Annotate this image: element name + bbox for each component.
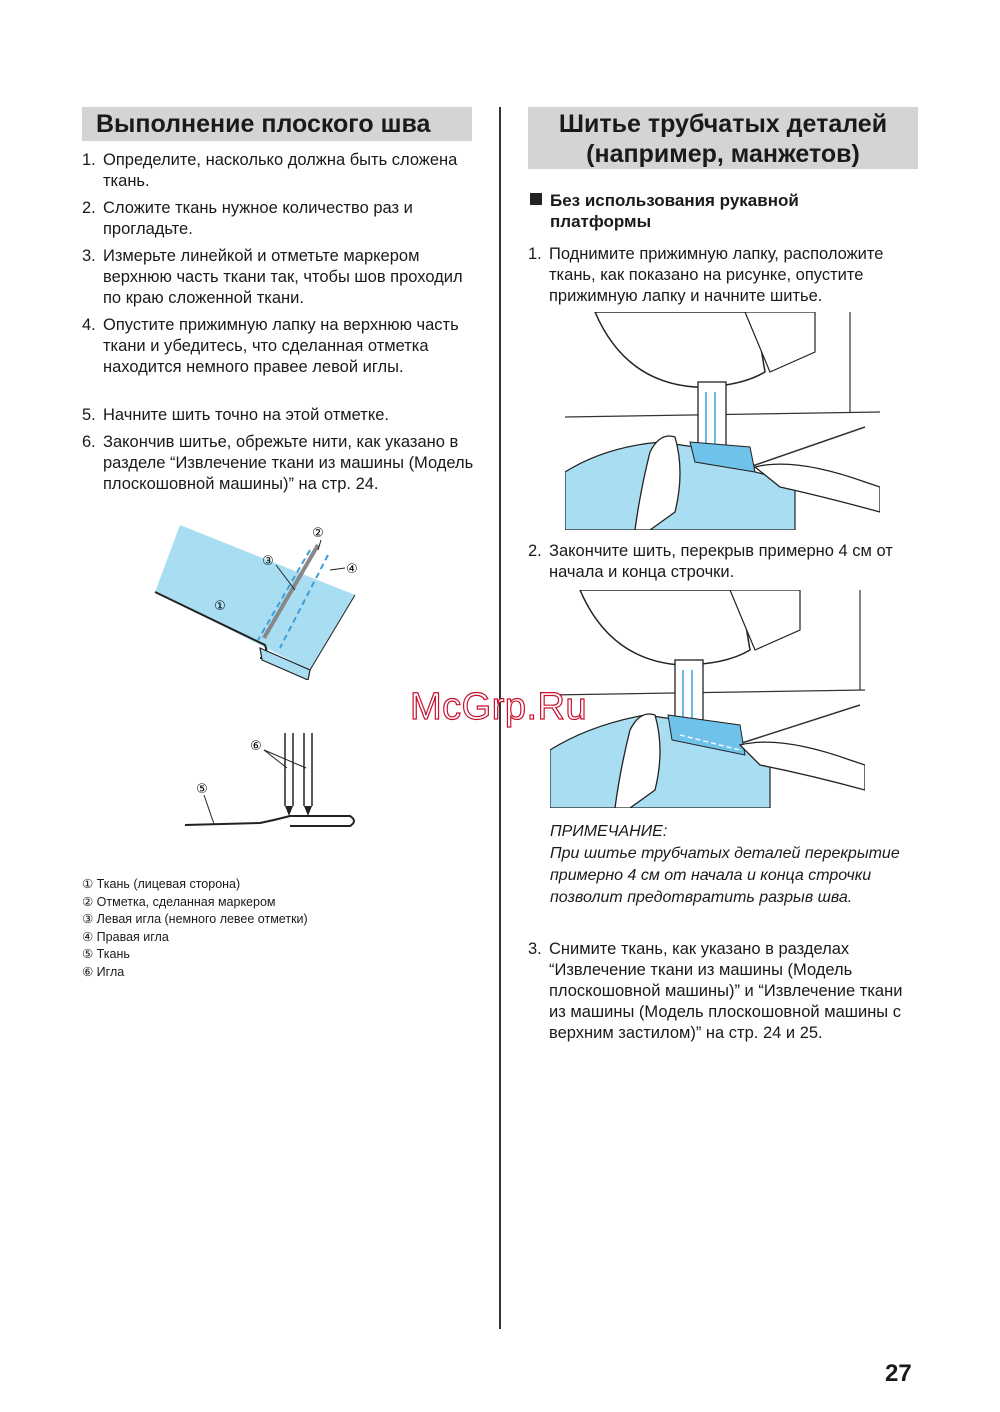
page-number: 27 [885,1360,912,1387]
section-title-flat-seam: Выполнение плоского шва [82,107,472,141]
left-step-1: 1. Определите, насколько должна быть сложена ткань. [82,151,458,190]
diagram-label-4: ④ [346,562,358,577]
legend-item: ⑥ Игла [82,964,125,979]
left-step-3: 3. Измерьте линейкой и отметьте маркером верхнюю часть ткани так, чтобы шов проходил по краю сложенной ткани. [82,247,463,307]
legend-item: ① Ткань (лицевая сторона) [82,877,241,891]
legend-item: ④ Правая игла [82,929,169,944]
right-step-1: 1. Поднимите прижимную лапку, расположите ткань, как показано на рисунке, опустите прижимную лапку и начните шитье. [528,245,884,305]
legend-item: ⑤ Ткань [82,947,130,961]
sewing-illustration-2 [550,590,865,808]
watermark: McGrp.Ru [410,686,588,728]
leader-line [330,568,345,570]
left-needle-tip [285,806,293,816]
right-needle-tip [304,806,312,816]
section-title-line-1: Шитье трубчатых деталей [558,110,888,138]
legend-item: ② Отметка, сделанная маркером [82,894,276,909]
left-step-4: 4. Опустите прижимную лапку на верхнюю часть ткани и убедитесь, что сделанная отметка находится немного правее левой иглы. [82,316,459,376]
sewing-illustration-1 [565,312,880,530]
subtitle-line-2: платформы [550,212,652,231]
legend [82,876,462,981]
left-step-6: 6. Закончив шитье, обрежьте нити, как указано в разделе “Извлечение ткани из машины (Модель плоскошовной машины)” на стр. 24. [82,433,474,493]
diagram-label-2: ② [312,526,324,541]
left-step-5: 5. Начните шить точно на этой отметке. [82,406,389,424]
subtitle-line-1: Без использования рукавной [550,191,799,210]
leader-line [318,540,321,550]
right-step-2: 2. Закончите шить, перекрыв примерно 4 см от начала и конца строчки. [528,542,893,581]
diagram-label-6: ⑥ [250,739,262,754]
note-text: При шитье трубчатых деталей перекрытие примерно 4 см от начала и конца строчки позволит предотвратить разрыв шва. [550,845,900,906]
leader-line [264,750,287,768]
fabric-area [155,525,355,670]
diagram-label-5: ⑤ [196,782,208,797]
note-heading: ПРИМЕЧАНИЕ: [550,823,668,840]
diagram-label-1: ① [214,599,226,614]
right-step-3: 3. Снимите ткань, как указано в разделах “Извлечение ткани из машины (Модель плоскошовной машины)” и “Извлечение ткани из машины (Модель плоскошовной машины с верхним застилом)” на стр. 24 и 25. [528,940,903,1042]
section-title-line-2: (например, манжетов) [586,140,860,168]
legend-item: ③ Левая игла (немного левее отметки) [82,912,308,926]
needle-section-diagram [180,728,370,838]
left-step-2: 2. Сложите ткань нужное количество раз и прогладьте. [82,199,413,238]
subtitle-bullet-icon [530,193,542,205]
folded-fabric-diagram [140,520,380,680]
section-title-tubular [528,107,918,169]
fabric-section [185,816,354,826]
diagram-label-3: ③ [262,554,274,569]
subtitle [550,190,910,232]
leader-line [204,795,214,824]
